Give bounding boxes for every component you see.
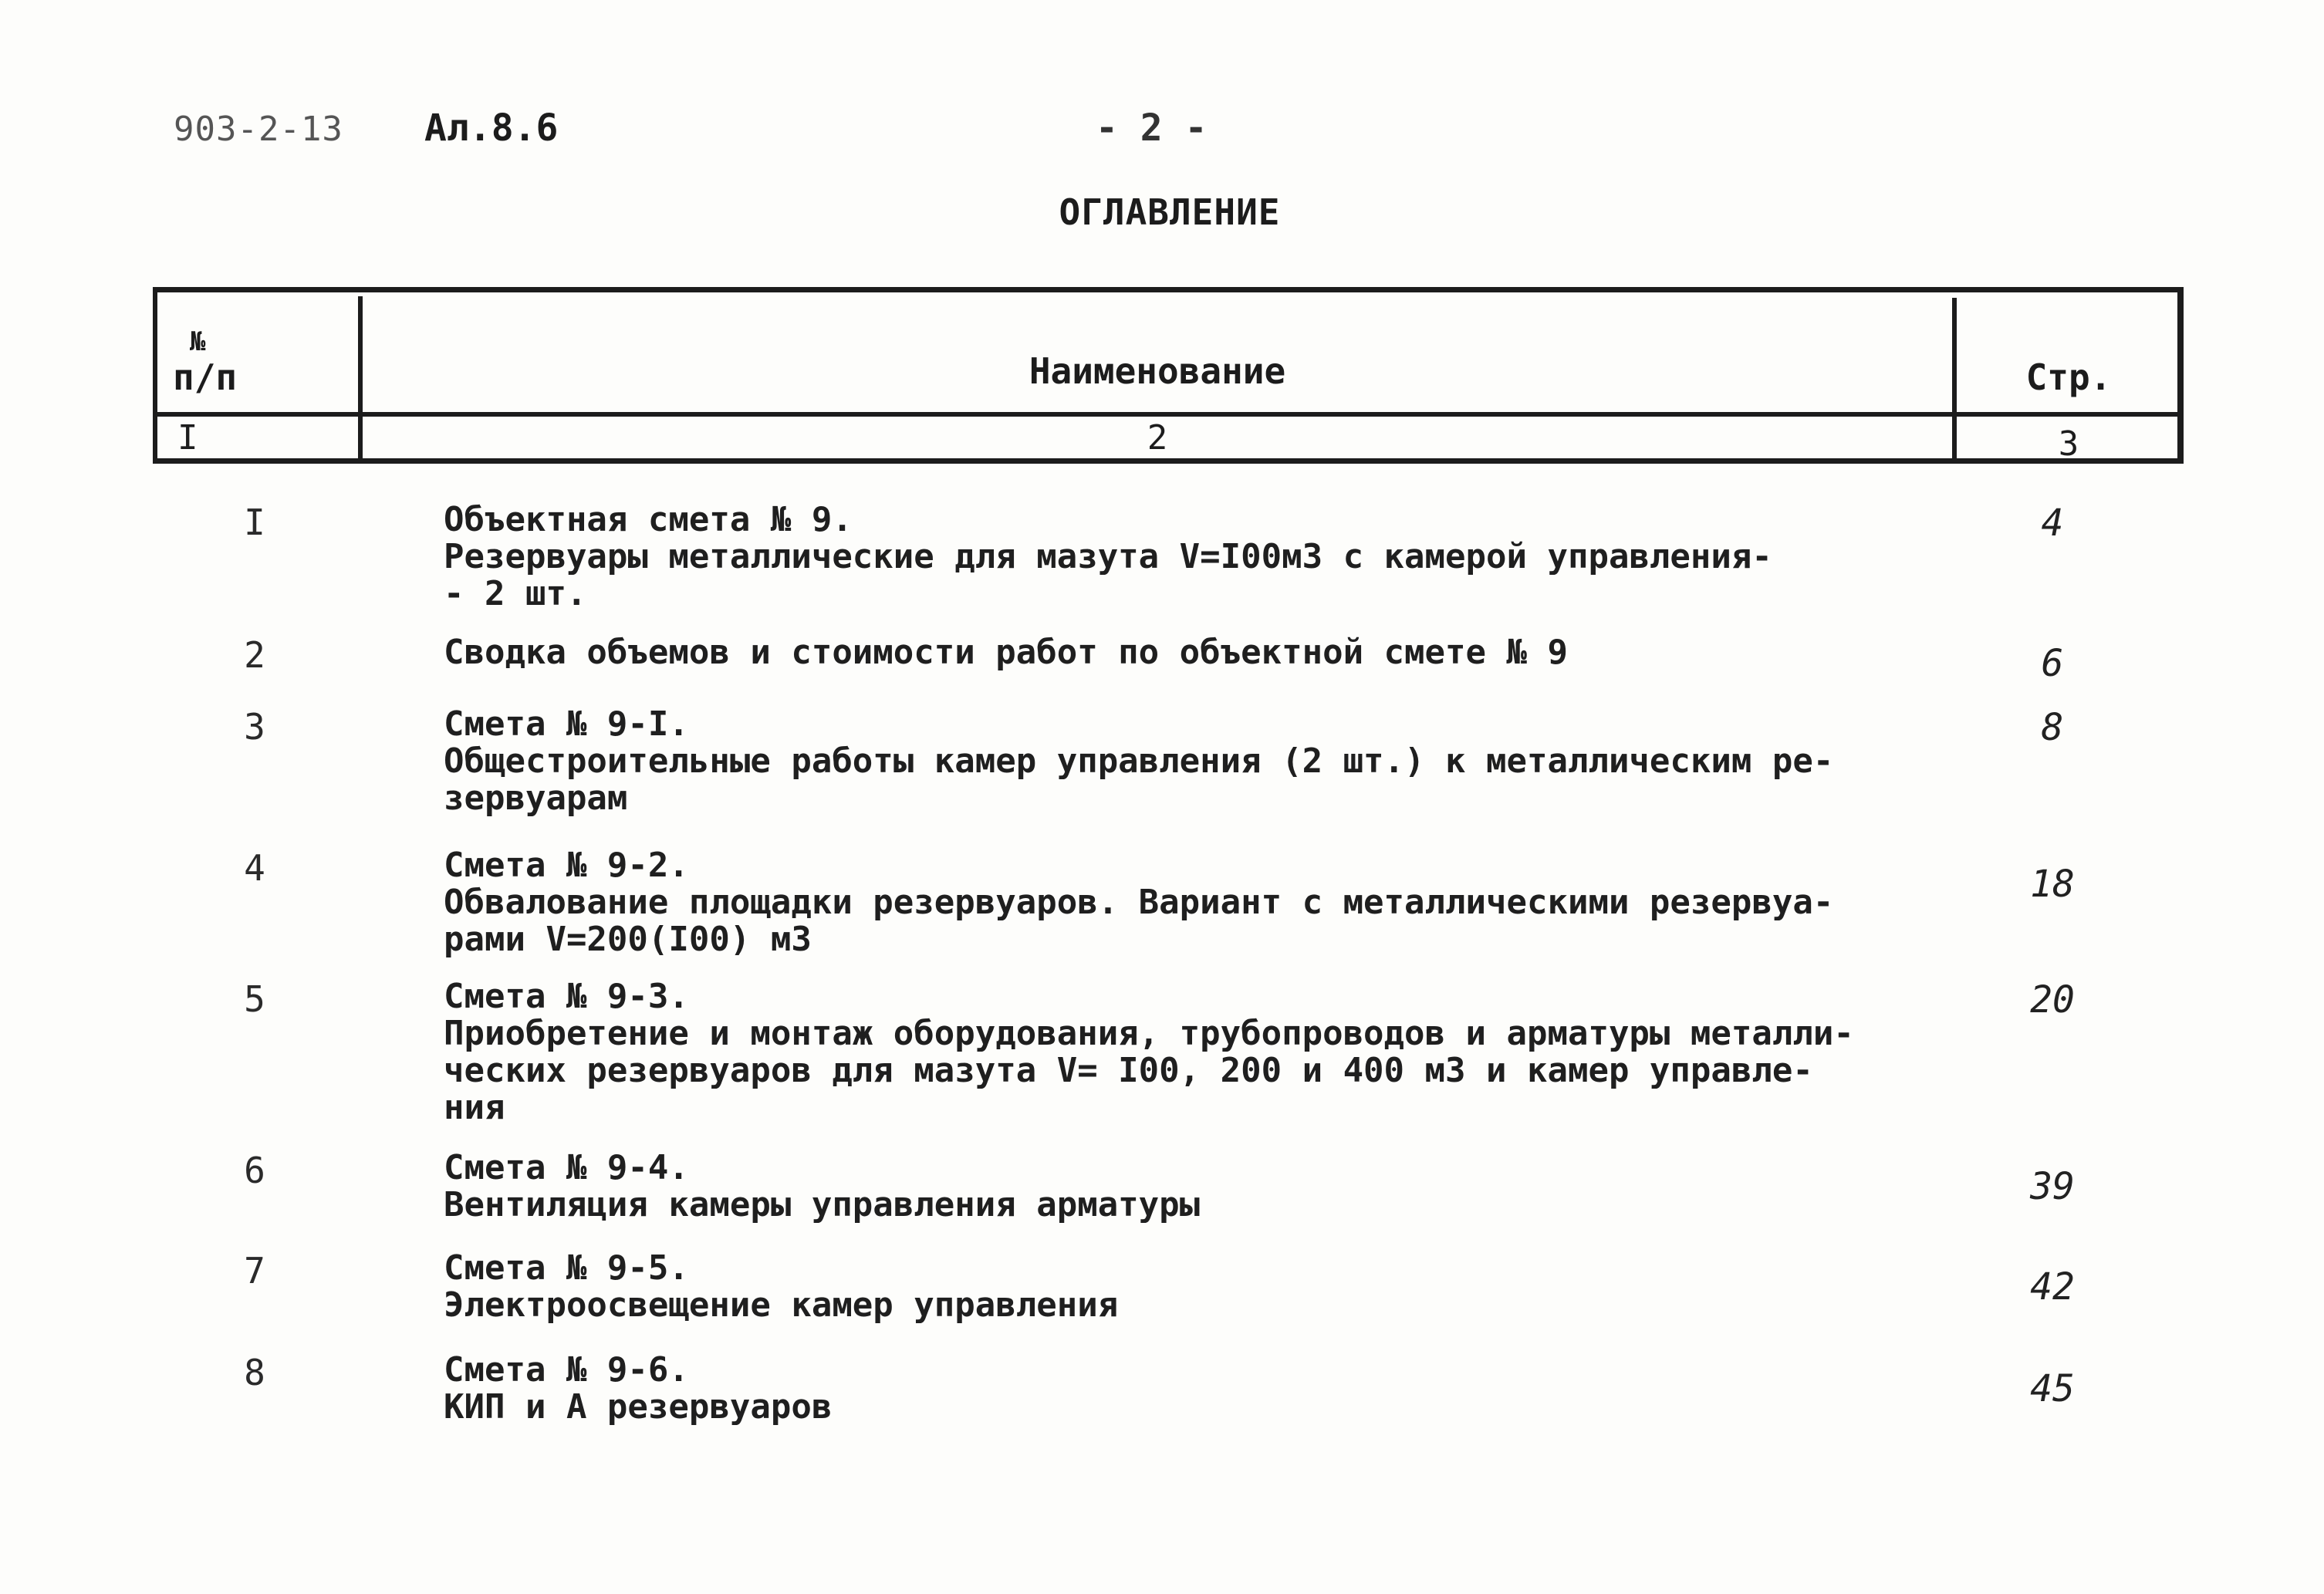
entry-title-line: Вентиляция камеры управления арматуры (444, 1185, 1201, 1224)
entry-title-line: зервуарам (444, 778, 628, 818)
entry-page-number: 18 (2030, 863, 2075, 906)
entry-title (444, 978, 1925, 1126)
column-index-3: 3 (2058, 424, 2079, 464)
entry-title-line: рами V=200(I00) м3 (444, 920, 812, 959)
entry-title (444, 706, 1925, 817)
entry-number: 6 (244, 1150, 265, 1191)
entry-title-line: КИП и А резервуаров (444, 1387, 833, 1427)
entry-title-line: Объектная смета № 9. (444, 500, 853, 539)
column-header-name: Наименование (1029, 350, 1286, 392)
entry-title-line: Смета № 9-I. (444, 704, 689, 744)
entry-page-number: 45 (2030, 1367, 2075, 1410)
entry-title (444, 1250, 1925, 1324)
table-left-border (153, 287, 157, 464)
column-header-number (173, 324, 258, 398)
column-index-2: 2 (1147, 418, 1168, 458)
entry-title-line: Смета № 9-5. (444, 1248, 689, 1288)
entry-page-number: 39 (2030, 1165, 2075, 1208)
entry-page-number: 6 (2041, 642, 2064, 685)
entry-title-line: Смета № 9-3. (444, 977, 689, 1016)
entry-title (444, 502, 1925, 613)
number-label: п/п (173, 356, 238, 398)
table-top-rule (153, 287, 2184, 292)
table-header (153, 287, 2184, 466)
entry-title (444, 634, 1925, 671)
number-sign: № (190, 326, 206, 357)
entry-page-number: 42 (2030, 1265, 2075, 1309)
entry-title-line: ческих резервуаров для мазута V= I00, 200 и 400 м3 и камер управле- (444, 1051, 1813, 1090)
document-code: 903-2-13 (174, 110, 343, 149)
entry-title (444, 1352, 1925, 1426)
table-bottom-rule (153, 458, 2184, 464)
entry-number: 7 (244, 1250, 265, 1292)
entry-title-line: Обвалование площадки резервуаров. Вариант с металлическими резервуа- (444, 883, 1834, 922)
entry-title-line: Общестроительные работы камер управления (2 шт.) к металлическим ре- (444, 741, 1834, 781)
entry-title-line: Смета № 9-4. (444, 1148, 689, 1187)
page-title: ОГЛАВЛЕНИЕ (1059, 191, 1281, 233)
entry-title-line: Электроосвещение камер управления (444, 1285, 1119, 1325)
entry-number: I (244, 502, 265, 543)
entry-number: 8 (244, 1352, 265, 1393)
table-middle-rule (153, 412, 2184, 417)
entry-title-line: ния (444, 1088, 505, 1127)
entry-number: 3 (244, 706, 265, 748)
sheet-reference: Ал.8.6 (424, 106, 559, 150)
entry-title-line: Смета № 9-6. (444, 1350, 689, 1390)
entry-title-line: Смета № 9-2. (444, 846, 689, 885)
entry-title (444, 1150, 1925, 1224)
entry-title-line: Резервуары металлические для мазута V=I00м3 с камерой управления- (444, 537, 1772, 576)
entry-title (444, 847, 1925, 958)
entry-number: 4 (244, 847, 265, 889)
entry-title-line: Сводка объемов и стоимости работ по объектной смете № 9 (444, 633, 1568, 672)
entry-title-line: Приобретение и монтаж оборудования, трубопроводов и арматуры металли- (444, 1014, 1854, 1053)
entry-title-line: - 2 шт. (444, 574, 587, 613)
column-index-1: I (177, 418, 198, 458)
entry-page-number: 4 (2041, 502, 2064, 545)
entry-number: 5 (244, 978, 265, 1020)
entry-page-number: 8 (2041, 706, 2064, 749)
entry-page-number: 20 (2030, 978, 2075, 1022)
column-header-page: Стр. (2025, 356, 2112, 398)
page-number: - 2 - (1096, 106, 1208, 150)
entry-number: 2 (244, 634, 265, 676)
